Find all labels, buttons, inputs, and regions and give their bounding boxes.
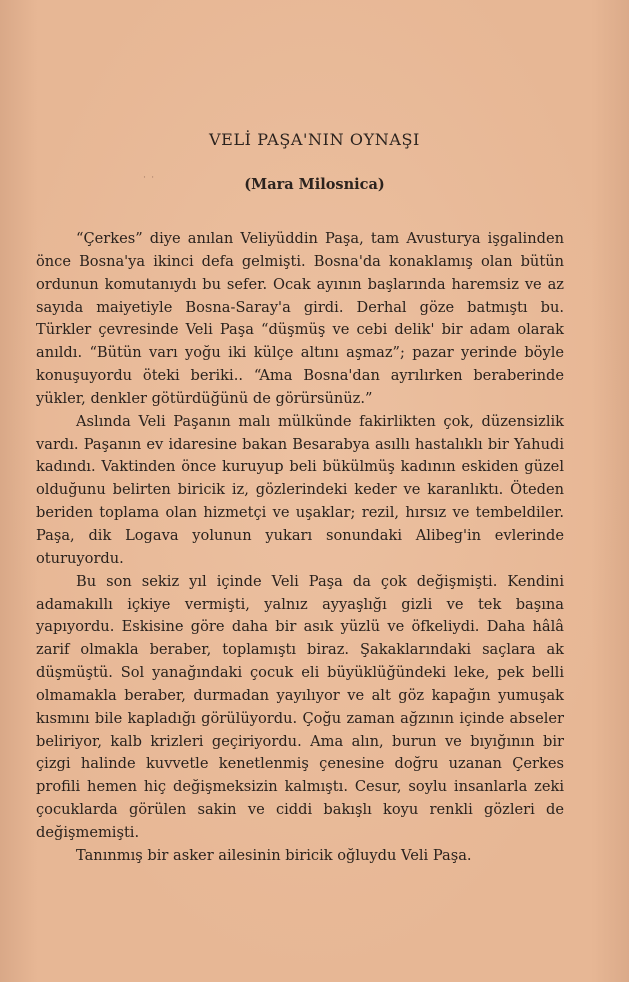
chapter-title: VELİ PAŞA'NIN OYNAŞI [209,130,420,149]
paragraph: Bu son sekiz yıl içinde Veli Paşa da çok değişmişti. Kendini adamakıllı içkiye vermişti, yalnız ayyaşlığı gizli ve tek başına yapıyordu. Eskisine göre daha bir asık yüzlü ve öfkeliydi. Daha hâlâ zarif olmakla beraber, toplamıştı biraz. Şakaklarındaki saçlara ak düşmüştü. Sol yanağındaki çocuk eli büyüklüğündeki leke, pek belli olmamakla beraber, durmadan yayılıyor ve alt göz kapağın yumuşak kısmını bile kapladığı görülüyordu. Çoğu zaman ağzının içinde abseler beliriyor, kalb krizleri geçiriyordu. Ama alın, burun ve bıyığının bir çizgi halinde kuvvetle kenetlenmiş çenesine doğru uzanan Çerkes profili hemen hiç değişmeksizin kalmıştı. Cesur, soylu insanlarla zeki çocuklarda görülen sakin ve ciddi bakışlı koyu renkli gözleri de değişmemişti. [36,572,564,841]
paragraph: Aslında Veli Paşanın malı mülkünde fakirlikten çok, düzensizlik vardı. Paşanın ev idaresine bakan Besarabya asıllı hastalıklı bir Yahudi kadındı. Vaktinden önce kuruyup beli bükülmüş kadının eskiden güzel olduğunu belirten biricik iz, gözlerindeki keder ve karanlıktı. Öteden beriden toplama olan hizmetçi ve uşaklar; rezil, hırsız ve tembeldiler. Paşa, dik Logava yolunun yukarı sonundaki Alibeg'in evlerinde oturuyordu. [36,412,564,567]
paragraph: Tanınmış bir asker ailesinin biricik oğluydu Veli Paşa. [76,846,472,864]
print-specks: ˙ ˙ [142,176,156,187]
chapter-subtitle: (Mara Milosnica) [244,176,385,193]
paragraph: “Çerkes” diye anılan Veliyüddin Paşa, tam Avusturya işgalinden önce Bosna'ya ikinci defa gelmişti. Bosna'da konaklamış olan bütün ordunun komutanıydı bu sefer. Ocak ayının başlarında haremsiz ve az sayıda maiyetiyle Bosna-Saray'a girdi. Derhal göze batmıştı bu. Türkler çevresinde Veli Paşa “düşmüş ve cebi delik' bir adam olarak anıldı. “Bütün varı yoğu iki külçe altını aşmaz”; pazar yerinde böyle konuşuyordu öteki beriki.. “Ama Bosna'dan ayrılırken beraberinde yükler, denkler götürdüğünü de görürsünüz.” [36,230,564,407]
chapter-body [36,228,564,868]
